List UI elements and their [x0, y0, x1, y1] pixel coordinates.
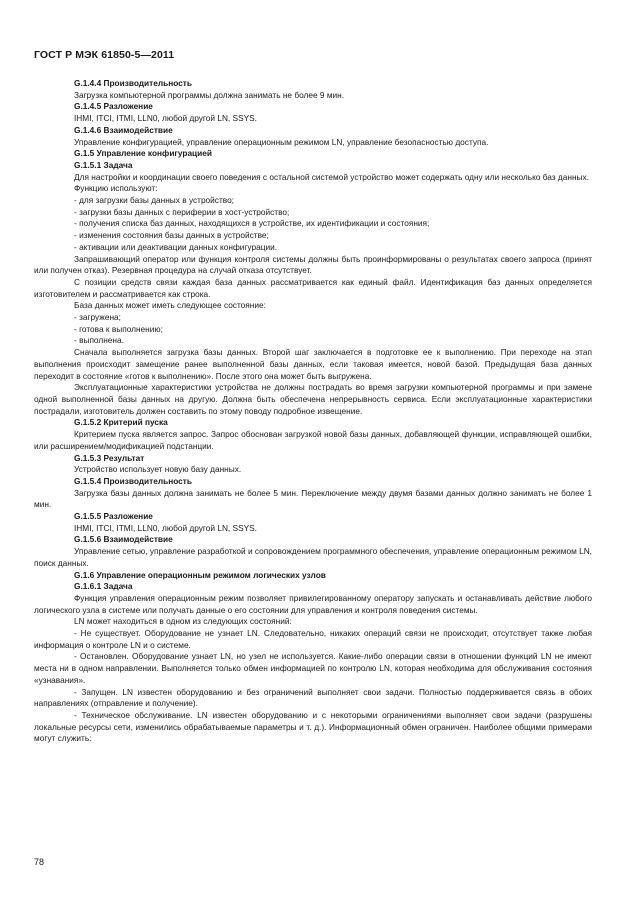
list-item: - активации или деактивации данных конфигурации. [74, 241, 278, 252]
paragraph: База данных может иметь следующее состояние: [74, 300, 266, 311]
list-item: - получения списка баз данных, находящихся в устройстве, их идентификации и состояния; [74, 218, 430, 229]
paragraph: Запрашивающий оператор или функция контроля системы должны быть проинформированы о результатах своего запроса (принят или получен отказ). Резервная процедура на случай отказа отсутствует. [34, 253, 592, 276]
paragraph: Для настройки и координации своего поведения с остальной системой устройство может содержать одну или несколько баз данных. [74, 171, 589, 182]
list-item: - для загрузки базы данных в устройство; [74, 195, 234, 206]
paragraph: LN может находиться в одном из следующих состояний: [74, 616, 292, 627]
section-heading: G.1.5.2 Критерий пуска [74, 417, 168, 428]
section-heading: G.1.5.5 Разложение [74, 511, 153, 522]
section-heading: G.1.4.5 Разложение [74, 101, 153, 112]
paragraph: Критерием пуска является запрос. Запрос обоснован загрузкой новой базы данных, добавляющей функции, исправляющей ошибки, или расширением/модификацией подстанции. [34, 429, 592, 451]
list-item: - загрузки базы данных с периферии в хост-устройство; [74, 206, 290, 217]
section-heading: G.1.6.1 Задача [74, 581, 133, 592]
paragraph: - Остановлен. Оборудование узнает LN, но узел не используется. Какие-либо операции связи в отношении функций LN не имеют места ни в одном направлении. Выполняется только обмен информацией по контролю LN, которая необходима для обслуживания состояния «узнавания». [34, 651, 592, 685]
running-header: ГОСТ Р МЭК 61850-5—2011 [34, 49, 175, 61]
page-number: 78 [34, 857, 45, 867]
paragraph: Устройство использует новую базу данных. [74, 464, 242, 475]
paragraph: Сначала выполняется загрузка базы данных. Второй шаг заключается в подготовке ее к выполнению. При переходе на этап выполнения происходит замещение ранее выполненной базы данных, если таковая имеется, новой базой. Предыдущая база данных переходит в состояние «готов к выполнению». После этого она может быть выгружена. [34, 347, 592, 381]
paragraph: - Не существует. Оборудование не узнает LN. Следовательно, никаких операций связи не происходит, отсутствует также любая информация о контроле LN и о системе. [34, 628, 592, 650]
section-heading: G.1.5 Управление конфигурацией [74, 148, 212, 159]
paragraph: Управление сетью, управление разработкой и сопровождением программного обеспечения, управление операционным режимом LN, поиск данных. [34, 546, 592, 568]
list-item: - готова к выполнению; [74, 323, 163, 334]
section-heading: G.1.5.1 Задача [74, 159, 133, 170]
section-heading: G.1.5.3 Результат [74, 452, 145, 463]
paragraph: Управление конфигурацией, управление операционным режимом LN, управление безопасностью доступа. [74, 136, 489, 147]
list-item: - выполнена. [74, 335, 124, 346]
section-heading: G.1.5.6 Взаимодействие [74, 534, 173, 545]
paragraph: С позиции средств связи каждая база данных рассматривается как единый файл. Идентификация баз данных определяется изготовителем и рассматривается как строка. [34, 276, 592, 299]
section-heading: G.1.6 Управление операционным режимом логических узлов [74, 569, 326, 580]
section-heading: G.1.4.6 Взаимодействие [74, 124, 173, 135]
paragraph: IHMI, ITCI, ITMI, LLN0, любой другой LN, SSYS. [74, 113, 257, 124]
paragraph: Эксплуатационные характеристики устройства не должны пострадать во время загрузки компьютерной программы и при замене одной выполненной базы данных на другую. Должна быть обеспечена непрерывность сервиса. Если эксплуатационные характеристики пострадали, изготовитель должен составить по этому поводу подробное извещение. [34, 382, 592, 416]
paragraph: IHMI, ITCI, ITMI, LLN0, любой другой LN, SSYS. [74, 522, 257, 533]
body-text [34, 78, 592, 745]
paragraph: - Запущен. LN известен оборудованию и без ограничений выполняет свои задачи. Полностью поддерживается связь в обоих направлениях (отправление и получение). [34, 686, 592, 709]
section-heading: G.1.5.4 Производительность [74, 475, 192, 486]
paragraph: Загрузка базы данных должна занимать не более 5 мин. Переключение между двумя базами данных должно занимать не более 1 мин. [34, 487, 592, 510]
section-heading: G.1.4.4 Производительность [74, 78, 192, 88]
paragraph: Функцию используют: [74, 183, 158, 194]
paragraph: - Техническое обслуживание. LN известен оборудованию и с некоторыми ограничениями выполняет свои задачи (разрушены локальные ресурсы сети, изменились обрабатываемые параметры и т. д.). Информационный обмен ограничен. Наиболее общими примерами могут служить: [34, 709, 592, 744]
list-item: - изменения состояния базы данных в устройстве; [74, 230, 269, 241]
paragraph: Функция управления операционным режим позволяет привилегированному оператору запускать и останавливать действие любого логического узла в системе или получать данные о его состоянии для управления и контроля поведения системы. [34, 592, 592, 615]
paragraph: Загрузка компьютерной программы должна занимать не более 9 мин. [74, 89, 345, 100]
list-item: - загружена; [74, 312, 121, 323]
